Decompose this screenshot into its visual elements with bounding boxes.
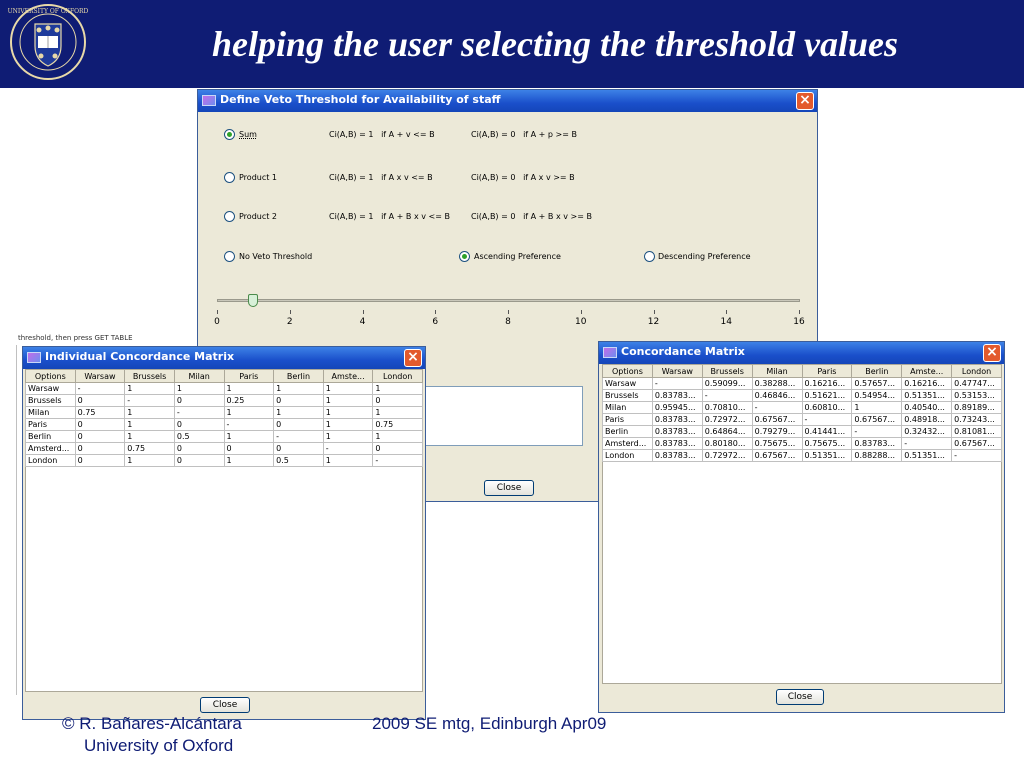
table-cell[interactable]: Warsaw [26, 383, 76, 395]
table-row[interactable] [26, 443, 423, 455]
table-cell[interactable]: Milan [26, 407, 76, 419]
app-window-icon [27, 352, 41, 363]
table-row[interactable] [603, 390, 1002, 402]
slider-tick [726, 310, 727, 314]
table-cell[interactable]: 0.72972... [702, 414, 752, 426]
table-cell[interactable]: 0 [274, 443, 324, 455]
table-cell[interactable]: Berlin [26, 431, 76, 443]
table-cell[interactable]: Warsaw [603, 378, 653, 390]
table-cell[interactable]: - [174, 407, 224, 419]
table-cell[interactable]: 0.5 [174, 431, 224, 443]
concordance-column-header[interactable]: Milan [752, 365, 802, 378]
descending-radio[interactable] [644, 251, 655, 262]
table-cell[interactable]: 0.16216... [902, 378, 952, 390]
table-cell[interactable]: 0.67567... [752, 414, 802, 426]
close-icon[interactable]: × [404, 349, 422, 367]
concordance-column-header[interactable]: Paris [802, 365, 852, 378]
table-cell[interactable]: 0.95945... [652, 402, 702, 414]
table-cell[interactable]: 0.47747... [952, 378, 1002, 390]
concordance-column-header[interactable]: Brussels [702, 365, 752, 378]
table-cell[interactable]: 0.83783... [652, 426, 702, 438]
veto-result-area [423, 386, 583, 446]
slider-tick-label: 12 [647, 317, 660, 327]
table-cell[interactable]: 0.64864... [702, 426, 752, 438]
close-icon[interactable]: × [983, 344, 1001, 362]
slider-tick-label: 14 [720, 317, 732, 327]
concordance-column-header[interactable]: Berlin [852, 365, 902, 378]
table-row[interactable] [603, 426, 1002, 438]
table-row[interactable] [603, 414, 1002, 426]
table-cell[interactable]: 0.83783... [652, 438, 702, 450]
product1-formula-2: Ci(A,B) = 0 if A x v >= B [471, 173, 575, 182]
table-cell[interactable]: London [603, 450, 653, 462]
table-cell[interactable]: 1 [323, 419, 373, 431]
individual-close-button[interactable]: Close [200, 697, 250, 713]
sum-label: Sum [239, 130, 257, 139]
table-cell[interactable]: 0.73243... [952, 414, 1002, 426]
table-cell[interactable]: - [75, 383, 125, 395]
slider-tick-label: 2 [286, 317, 293, 327]
table-cell[interactable]: Brussels [26, 395, 76, 407]
app-window-icon [603, 347, 617, 358]
table-cell[interactable]: 0.51351... [802, 450, 852, 462]
table-cell[interactable]: 0.57657... [852, 378, 902, 390]
table-cell[interactable]: 0.83783... [652, 450, 702, 462]
table-row[interactable] [603, 450, 1002, 462]
table-row[interactable] [26, 455, 423, 467]
concordance-matrix-titlebar[interactable] [599, 342, 1004, 364]
product1-label: Product 1 [239, 173, 278, 182]
individual-column-header[interactable]: Options [26, 370, 76, 383]
veto-dialog-title: Define Veto Threshold for Availability of staff [220, 93, 501, 106]
table-cell[interactable]: 1 [125, 431, 175, 443]
table-cell[interactable]: 0.32432... [902, 426, 952, 438]
table-row[interactable] [26, 395, 423, 407]
table-cell[interactable]: 0.79279... [752, 426, 802, 438]
table-cell[interactable]: 0.38288... [752, 378, 802, 390]
table-cell[interactable]: 1 [125, 383, 175, 395]
slider-tick [654, 310, 655, 314]
concordance-column-header[interactable]: London [952, 365, 1002, 378]
table-cell[interactable]: 1 [323, 407, 373, 419]
table-cell[interactable]: 0 [373, 395, 423, 407]
table-cell[interactable]: 1 [224, 383, 274, 395]
table-cell[interactable]: 0.54954... [852, 390, 902, 402]
table-cell[interactable]: 0.67567... [852, 414, 902, 426]
table-cell[interactable]: 0.5 [274, 455, 324, 467]
table-cell[interactable]: - [125, 395, 175, 407]
table-cell[interactable]: Amsterd... [603, 438, 653, 450]
table-cell[interactable]: 0 [174, 455, 224, 467]
threshold-slider-thumb[interactable] [248, 294, 258, 307]
table-cell[interactable]: 0.40540... [902, 402, 952, 414]
table-cell[interactable]: - [802, 414, 852, 426]
concordance-matrix-title: Concordance Matrix [621, 345, 745, 358]
slider-tick-label: 0 [214, 317, 220, 327]
table-cell[interactable]: 0 [274, 419, 324, 431]
slider-tick-label: 10 [575, 317, 587, 327]
ascending-label: Ascending Preference [474, 252, 561, 261]
footer-affiliation: University of Oxford [84, 736, 234, 755]
table-cell[interactable]: 0.75 [373, 419, 423, 431]
table-cell[interactable]: 0.75675... [802, 438, 852, 450]
slider-tick [435, 310, 436, 314]
product1-formula-1: Ci(A,B) = 1 if A x v <= B [329, 173, 433, 182]
table-cell[interactable]: 0.51621... [802, 390, 852, 402]
table-cell[interactable]: 0.67567... [952, 438, 1002, 450]
concordance-column-header[interactable]: Options [603, 365, 653, 378]
table-cell[interactable]: 1 [274, 383, 324, 395]
table-row[interactable] [603, 402, 1002, 414]
table-cell[interactable]: - [652, 378, 702, 390]
table-cell[interactable]: - [902, 438, 952, 450]
table-row[interactable] [26, 407, 423, 419]
table-cell[interactable]: 1 [224, 407, 274, 419]
slider-tick-label: 4 [359, 317, 366, 327]
table-cell[interactable]: Paris [603, 414, 653, 426]
product1-radio[interactable] [224, 172, 235, 183]
product2-formula-1: Ci(A,B) = 1 if A + B x v <= B [329, 212, 450, 221]
table-cell[interactable]: 0.88288... [852, 450, 902, 462]
product2-formula-2: Ci(A,B) = 0 if A + B x v >= B [471, 212, 592, 221]
table-cell[interactable]: 0.83783... [852, 438, 902, 450]
table-cell[interactable]: 0.80180... [702, 438, 752, 450]
table-cell[interactable]: Berlin [603, 426, 653, 438]
sum-formula-2: Ci(A,B) = 0 if A + p >= B [471, 130, 577, 139]
table-cell[interactable]: 1 [125, 407, 175, 419]
table-cell[interactable]: 1 [274, 407, 324, 419]
concordance-matrix-window [598, 341, 1005, 713]
table-cell[interactable]: 0 [174, 443, 224, 455]
threshold-slider-track[interactable] [217, 299, 800, 302]
table-cell[interactable]: 0.48918... [902, 414, 952, 426]
no-veto-radio[interactable] [224, 251, 235, 262]
table-cell[interactable]: Brussels [603, 390, 653, 402]
table-cell[interactable]: 0.75675... [752, 438, 802, 450]
individual-matrix-titlebar[interactable] [23, 347, 425, 369]
table-cell[interactable]: 0.83783... [652, 390, 702, 402]
slider-tick [217, 310, 218, 314]
table-cell[interactable]: 0.59099... [702, 378, 752, 390]
individual-column-header[interactable]: Milan [174, 370, 224, 383]
individual-column-header[interactable]: Amste... [323, 370, 373, 383]
table-cell[interactable]: 0.51351... [902, 450, 952, 462]
no-veto-label: No Veto Threshold [239, 252, 313, 261]
product2-label: Product 2 [239, 212, 278, 221]
slider-tick [799, 310, 800, 314]
individual-column-header[interactable]: Brussels [125, 370, 175, 383]
slider-tick [290, 310, 291, 314]
background-panel-edge [16, 345, 19, 695]
table-cell[interactable]: - [224, 419, 274, 431]
table-cell[interactable]: - [323, 443, 373, 455]
individual-matrix-table [25, 369, 423, 467]
table-cell[interactable]: 1 [323, 395, 373, 407]
table-cell[interactable]: 1 [373, 407, 423, 419]
veto-dialog-titlebar[interactable] [198, 90, 817, 112]
table-cell[interactable]: Amsterd... [26, 443, 76, 455]
individual-matrix-title: Individual Concordance Matrix [45, 350, 235, 363]
veto-close-button[interactable]: Close [484, 480, 534, 496]
table-row[interactable] [603, 438, 1002, 450]
table-cell[interactable]: 1 [125, 455, 175, 467]
table-cell[interactable]: 0.51351... [902, 390, 952, 402]
slider-tick [363, 310, 364, 314]
table-cell[interactable]: - [373, 455, 423, 467]
table-cell[interactable]: 0.41441... [802, 426, 852, 438]
table-cell[interactable]: 0.25 [224, 395, 274, 407]
concordance-column-header[interactable]: Amste... [902, 365, 952, 378]
table-cell[interactable]: Paris [26, 419, 76, 431]
table-cell[interactable]: 0.89189... [952, 402, 1002, 414]
sum-radio[interactable] [224, 129, 235, 140]
table-cell[interactable]: 1 [224, 431, 274, 443]
table-cell[interactable]: 0.75 [125, 443, 175, 455]
table-cell[interactable]: 0 [274, 395, 324, 407]
individual-column-header[interactable]: London [373, 370, 423, 383]
individual-header-row [26, 370, 423, 383]
table-row[interactable] [26, 383, 423, 395]
concordance-close-button[interactable]: Close [776, 689, 824, 705]
individual-concordance-window [22, 346, 426, 720]
app-window-icon [202, 95, 216, 106]
footer-author: © R. Bañares-Alcántara [62, 714, 242, 733]
sum-formula-1: Ci(A,B) = 1 if A + v <= B [329, 130, 435, 139]
concordance-matrix-table [602, 364, 1002, 462]
table-cell[interactable]: 1 [224, 455, 274, 467]
table-cell[interactable]: 0 [373, 443, 423, 455]
table-cell[interactable]: 0 [75, 419, 125, 431]
table-cell[interactable]: 0 [174, 419, 224, 431]
table-cell[interactable]: 0.83783... [652, 414, 702, 426]
table-cell[interactable]: 1 [373, 383, 423, 395]
university-crest-logo [8, 2, 88, 86]
concordance-header-row [603, 365, 1002, 378]
table-cell[interactable]: - [852, 426, 902, 438]
individual-column-header[interactable]: Paris [224, 370, 274, 383]
individual-column-header[interactable]: Berlin [274, 370, 324, 383]
slider-tick [581, 310, 582, 314]
table-cell[interactable]: 1 [323, 383, 373, 395]
table-cell[interactable]: 0 [75, 431, 125, 443]
table-cell[interactable]: 0 [224, 443, 274, 455]
table-cell[interactable]: 1 [125, 419, 175, 431]
slide-header [0, 0, 1024, 88]
background-hint-text: threshold, then press GET TABLE [18, 334, 133, 342]
product2-radio[interactable] [224, 211, 235, 222]
concordance-column-header[interactable]: Warsaw [652, 365, 702, 378]
table-cell[interactable]: 0.53153... [952, 390, 1002, 402]
table-cell[interactable]: 0 [174, 395, 224, 407]
table-cell[interactable]: 0 [75, 443, 125, 455]
ascending-radio[interactable] [459, 251, 470, 262]
table-cell[interactable]: London [26, 455, 76, 467]
table-cell[interactable]: 1 [323, 431, 373, 443]
table-cell[interactable]: 0.81081... [952, 426, 1002, 438]
table-cell[interactable]: 0.75 [75, 407, 125, 419]
slider-tick [508, 310, 509, 314]
descending-label: Descending Preference [658, 252, 751, 261]
table-cell[interactable]: 0.46846... [752, 390, 802, 402]
table-cell[interactable]: 0 [75, 395, 125, 407]
table-cell[interactable]: 0.67567... [752, 450, 802, 462]
svg-text:UNIVERSITY OF OXFORD: UNIVERSITY OF OXFORD [8, 8, 88, 15]
table-cell[interactable]: 1 [174, 383, 224, 395]
table-cell[interactable]: 0.72972... [702, 450, 752, 462]
slider-tick-label: 6 [432, 317, 439, 327]
table-cell[interactable]: 0.16216... [802, 378, 852, 390]
table-cell[interactable]: Milan [603, 402, 653, 414]
table-cell[interactable]: - [752, 402, 802, 414]
table-row[interactable] [603, 378, 1002, 390]
table-cell[interactable]: 1 [852, 402, 902, 414]
table-cell[interactable]: - [952, 450, 1002, 462]
table-cell[interactable]: 0.60810... [802, 402, 852, 414]
table-row[interactable] [26, 419, 423, 431]
slider-tick-label: 8 [505, 317, 511, 327]
table-cell[interactable]: 0.70810... [702, 402, 752, 414]
table-cell[interactable]: 1 [373, 431, 423, 443]
table-cell[interactable]: 0 [75, 455, 125, 467]
table-cell[interactable]: 1 [323, 455, 373, 467]
footer-event: 2009 SE mtg, Edinburgh Apr09 [372, 714, 607, 733]
table-cell[interactable]: - [702, 390, 752, 402]
table-cell[interactable]: - [274, 431, 324, 443]
table-row[interactable] [26, 431, 423, 443]
individual-column-header[interactable]: Warsaw [75, 370, 125, 383]
close-icon[interactable]: × [796, 92, 814, 110]
slider-tick-label: 16 [793, 317, 805, 327]
slide-title: helping the user selecting the threshold values [211, 24, 899, 64]
